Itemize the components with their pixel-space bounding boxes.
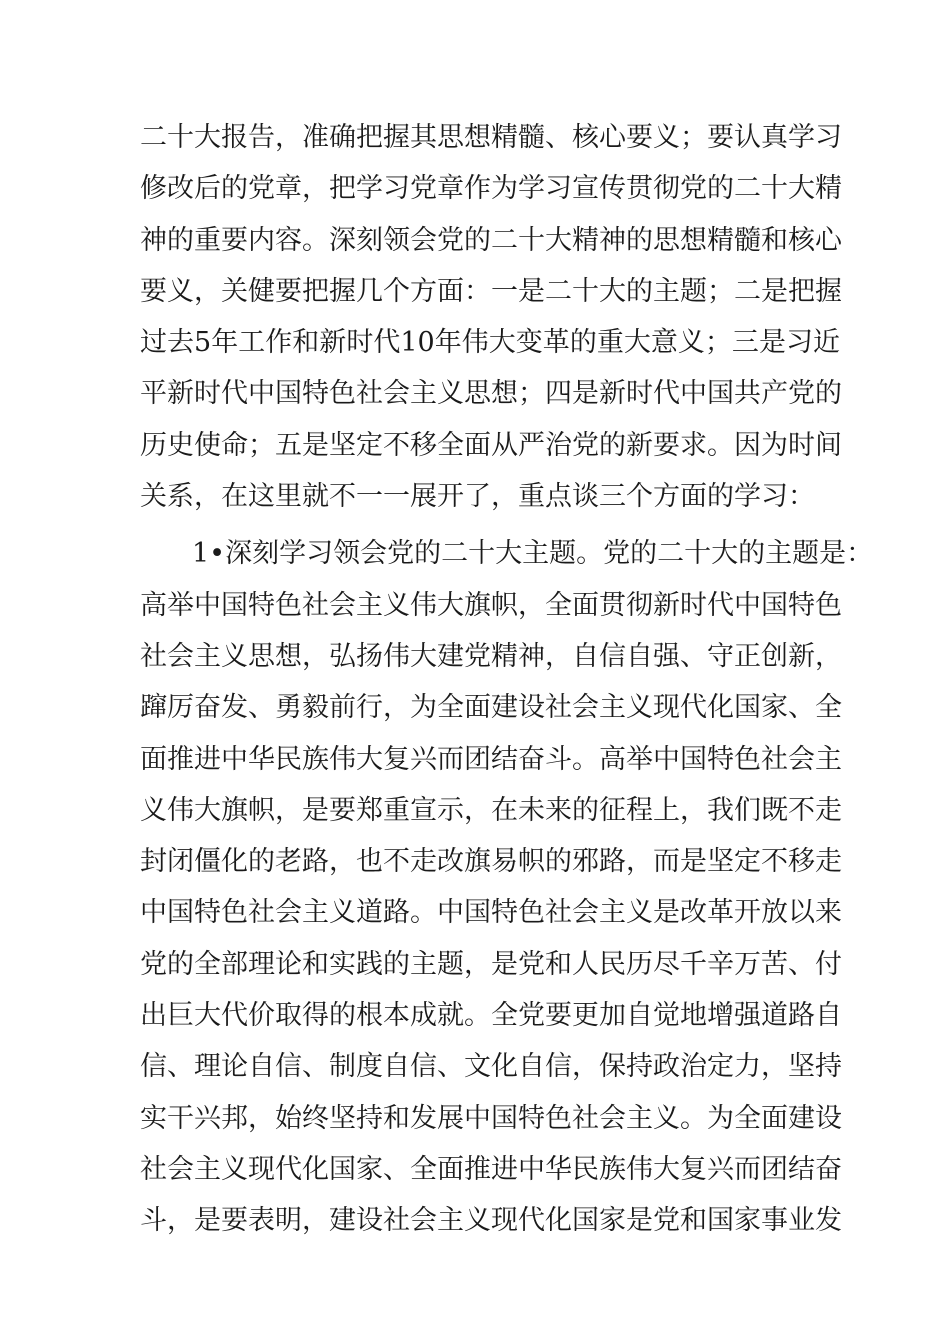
paragraph-1 bbox=[140, 112, 840, 522]
text-line: 高举中国特色社会主义伟大旗帜，全面贯彻新时代中国特色 bbox=[140, 589, 842, 621]
text-line: 义伟大旗帜，是要郑重宣示，在未来的征程上，我们既不走 bbox=[140, 794, 842, 826]
text-line: 过去5年工作和新时代10年伟大变革的重大意义；三是习近 bbox=[140, 327, 840, 359]
text-line: 平新时代中国特色社会主义思想；四是新时代中国共产党的 bbox=[140, 378, 842, 410]
text-line: 蹿厉奋发、勇毅前行，为全面建设社会主义现代化国家、全 bbox=[140, 692, 842, 724]
text-line: 二十大报告，准确把握其思想精髓、核心要义；要认真学习 bbox=[140, 122, 842, 153]
text-line: 出巨大代价取得的根本成就。全党要更加自觉地增强道路自 bbox=[140, 1000, 842, 1032]
text-line: 1•深刻学习领会党的二十大主题。党的二十大的主题是： bbox=[192, 538, 874, 570]
text-line: 历史使命；五是坚定不移全面从严治党的新要求。因为时间 bbox=[140, 429, 842, 461]
text-line: 修改后的党章，把学习党章作为学习宣传贯彻党的二十大精 bbox=[140, 173, 842, 205]
text-line: 社会主义现代化国家、全面推进中华民族伟大复兴而团结奋 bbox=[140, 1153, 842, 1185]
text-line: 面推进中华民族伟大复兴而团结奋斗。高举中国特色社会主 bbox=[140, 743, 842, 775]
text-line: 封闭僵化的老路，也不走改旗易帜的邪路，而是坚定不移走 bbox=[140, 846, 842, 878]
text-line: 中国特色社会主义道路。中国特色社会主义是改革开放以来 bbox=[140, 897, 842, 929]
document-body bbox=[140, 112, 874, 1247]
text-line: 党的全部理论和实践的主题，是党和人民历尽千辛万苦、付 bbox=[140, 948, 842, 980]
text-line: 实干兴邦，始终坚持和发展中国特色社会主义。为全面建设 bbox=[140, 1102, 842, 1134]
text-line: 社会主义思想，弘扬伟大建党精神，自信自强、守正创新， bbox=[140, 640, 842, 672]
text-line: 斗，是要表明，建设社会主义现代化国家是党和国家事业发 bbox=[140, 1205, 842, 1237]
text-line: 要义，关健要把握几个方面：一是二十大的主题；二是把握 bbox=[140, 275, 842, 307]
paragraph-2 bbox=[140, 528, 874, 1246]
text-line: 神的重要内容。深刻领会党的二十大精神的思想精髓和核心 bbox=[140, 224, 842, 256]
text-line: 信、理论自信、制度自信、文化自信，保持政治定力，坚持 bbox=[140, 1051, 842, 1083]
text-line: 关系，在这里就不一一展开了，重点谈三个方面的学习： bbox=[140, 481, 815, 513]
